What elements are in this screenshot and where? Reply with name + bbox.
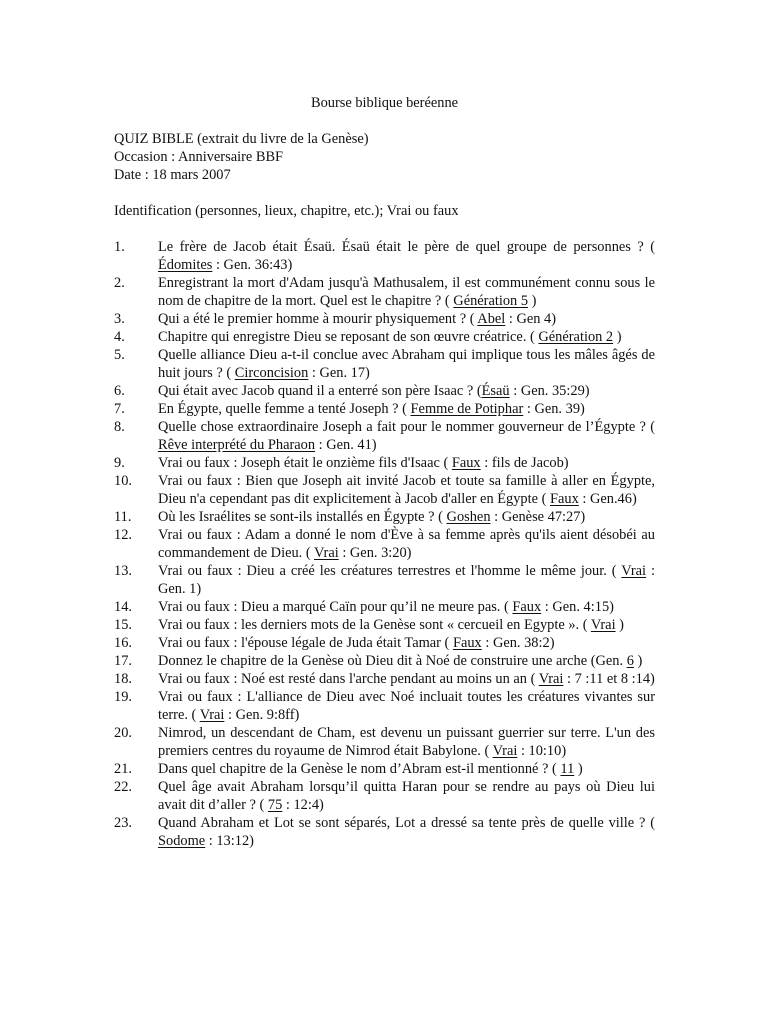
question-answer: Vrai — [590, 617, 616, 633]
question-number: 8. — [114, 419, 125, 435]
question-item — [114, 328, 655, 346]
question-answer: Goshen — [446, 509, 491, 525]
question-item — [114, 634, 655, 652]
question-reference: : Gen. 36:43) — [212, 257, 293, 273]
question-reference: : 7 :11 et 8 :14) — [563, 671, 655, 687]
question-text — [158, 346, 655, 382]
question-reference: ) — [613, 329, 622, 345]
question-number: 23. — [114, 815, 132, 831]
question-reference: : Gen. 41) — [315, 437, 377, 453]
question-answer: Vrai — [538, 671, 564, 687]
question-text — [158, 562, 655, 598]
question-item — [114, 454, 655, 472]
question-prompt: Chapitre qui enregistre Dieu se reposant de son œuvre créatrice. ( — [158, 329, 539, 345]
question-item — [114, 652, 655, 670]
question-prompt: Quelle alliance Dieu a-t-il conclue avec Abraham qui implique tous les mâles âgés de huit jours ? ( — [158, 347, 655, 381]
question-number: 19. — [114, 689, 132, 705]
question-answer: Vrai — [314, 545, 339, 561]
question-answer: Édomites — [158, 257, 213, 273]
question-text — [158, 328, 655, 346]
question-prompt: Quand Abraham et Lot se sont séparés, Lot a dressé sa tente près de quelle ville ? ( — [158, 815, 655, 831]
question-number: 11. — [114, 509, 132, 525]
question-text — [158, 724, 655, 760]
question-text — [158, 526, 655, 562]
quiz-heading: QUIZ BIBLE (extrait du livre de la Genèse) — [114, 131, 369, 147]
question-reference: ) — [528, 293, 537, 309]
question-number: 10. — [114, 473, 132, 489]
question-text — [158, 454, 655, 472]
question-answer: Vrai — [199, 707, 225, 723]
question-text — [158, 310, 655, 328]
question-reference: : Gen.46) — [578, 491, 637, 507]
question-number: 16. — [114, 635, 132, 651]
question-text — [158, 238, 655, 274]
question-reference: : Genèse 47:27) — [490, 509, 586, 525]
question-reference: : Gen. 39) — [523, 401, 585, 417]
question-text — [158, 616, 655, 634]
document-title: Bourse biblique beréenne — [310, 95, 459, 111]
question-item — [114, 526, 655, 562]
question-item — [114, 346, 655, 382]
question-item — [114, 814, 655, 850]
question-prompt: Vrai ou faux : Noé est resté dans l'arche pendant au moins un an ( — [158, 671, 539, 687]
question-item — [114, 760, 655, 778]
question-item — [114, 562, 655, 598]
question-prompt: Enregistrant la mort d'Adam jusqu'à Mathusalem, il est communément connu sous le nom de chapitre de la mort. Quel est le chapitre ? ( — [158, 275, 655, 309]
question-reference: : Gen. 35:29) — [509, 383, 590, 399]
question-number: 12. — [114, 527, 132, 543]
question-answer: Faux — [512, 599, 542, 615]
question-prompt: Vrai ou faux : l'épouse légale de Juda était Tamar ( — [158, 635, 453, 651]
question-number: 22. — [114, 779, 132, 795]
question-reference: : Gen. 1) — [158, 563, 655, 597]
question-text — [158, 778, 655, 814]
question-prompt: Dans quel chapitre de la Genèse le nom d’Abram est-il mentionné ? ( — [158, 761, 561, 777]
question-prompt: Vrai ou faux : Dieu a créé les créatures terrestres et l'homme le même jour. ( — [158, 563, 622, 579]
question-prompt: Vrai ou faux : Adam a donné le nom d'Ève à sa femme après qu'ils aient désobéi au commandement de Dieu. ( — [158, 527, 655, 561]
question-item — [114, 616, 655, 634]
question-item — [114, 688, 655, 724]
question-text — [158, 472, 655, 508]
question-prompt: Vrai ou faux : les derniers mots de la Genèse sont « cercueil en Egypte ». ( — [158, 617, 591, 633]
question-number: 4. — [114, 329, 125, 345]
question-item — [114, 670, 655, 688]
question-text — [158, 814, 655, 850]
question-answer: Sodome — [158, 833, 206, 849]
question-number: 21. — [114, 761, 132, 777]
question-item — [114, 238, 655, 274]
question-number: 14. — [114, 599, 132, 615]
question-prompt: Nimrod, un descendant de Cham, est devenu un puissant guerrier sur terre. L'un des premiers centres du royaume de Nimrod était Babylone. ( — [158, 725, 655, 759]
question-number: 13. — [114, 563, 132, 579]
question-text — [158, 634, 655, 652]
question-reference: ) — [633, 653, 643, 669]
question-item — [114, 418, 655, 454]
question-answer: 75 — [267, 797, 283, 813]
document-page — [114, 94, 655, 850]
question-answer: Vrai — [492, 743, 518, 759]
question-number: 7. — [114, 401, 125, 417]
question-answer: 11 — [560, 761, 575, 777]
question-prompt: Où les Israélites se sont-ils installés en Égypte ? ( — [158, 509, 447, 525]
question-number: 20. — [114, 725, 132, 741]
question-item — [114, 382, 655, 400]
question-text — [158, 598, 655, 616]
question-answer: Rêve interprété du Pharaon — [158, 437, 316, 453]
question-text — [158, 688, 655, 724]
question-answer: Circoncision — [234, 365, 309, 381]
question-prompt: Vrai ou faux : L'alliance de Dieu avec Noé incluait toutes les créatures vivantes sur terre. ( — [158, 689, 655, 723]
question-number: 3. — [114, 311, 125, 327]
question-answer: Faux — [451, 455, 481, 471]
question-prompt: Vrai ou faux : Joseph était le onzième fils d'Isaac ( — [158, 455, 452, 471]
question-reference: : 12:4) — [282, 797, 324, 813]
question-reference: : 13:12) — [205, 833, 254, 849]
question-text — [158, 400, 655, 418]
question-text — [158, 418, 655, 454]
question-answer: Femme de Potiphar — [410, 401, 524, 417]
question-text — [158, 274, 655, 310]
question-prompt: Quel âge avait Abraham lorsqu’il quitta Haran pour se rendre au pays où Dieu lui avait dit d’aller ? ( — [158, 779, 655, 813]
question-reference: : Gen. 3:20) — [338, 545, 412, 561]
question-number: 15. — [114, 617, 132, 633]
question-reference: : Gen. 17) — [308, 365, 370, 381]
question-number: 2. — [114, 275, 125, 291]
question-prompt: Qui a été le premier homme à mourir physiquement ? ( — [158, 311, 478, 327]
question-reference: : 10:10) — [517, 743, 567, 759]
question-list — [114, 238, 655, 850]
question-item — [114, 724, 655, 760]
question-text — [158, 760, 655, 778]
question-item — [114, 472, 655, 508]
question-item — [114, 598, 655, 616]
question-item — [114, 508, 655, 526]
question-answer: 6 — [626, 653, 634, 669]
question-answer: Abel — [477, 311, 506, 327]
question-text — [158, 652, 655, 670]
question-text — [158, 670, 655, 688]
question-number: 1. — [114, 239, 125, 255]
question-answer: Faux — [549, 491, 579, 507]
question-item — [114, 274, 655, 310]
question-number: 6. — [114, 383, 125, 399]
question-prompt: Le frère de Jacob était Ésaü. Ésaü était le père de quel groupe de personnes ? ( — [158, 239, 655, 255]
occasion-line: Occasion : Anniversaire BBF — [114, 149, 284, 165]
instructions-line: Identification (personnes, lieux, chapitre, etc.); Vrai ou faux — [114, 203, 459, 219]
question-item — [114, 778, 655, 814]
question-number: 5. — [114, 347, 125, 363]
question-reference: ) — [574, 761, 583, 777]
question-prompt: Vrai ou faux : Bien que Joseph ait invité Jacob et toute sa famille à aller en Égypte, Dieu n'a cependant pas dit explicitement à Jacob d'aller en Égypte ( — [158, 473, 655, 507]
question-reference: : Gen. 38:2) — [481, 635, 555, 651]
question-reference: : Gen. 9:8ff) — [224, 707, 300, 723]
question-text — [158, 508, 655, 526]
question-reference: : fils de Jacob) — [480, 455, 569, 471]
question-number: 17. — [114, 653, 132, 669]
question-answer: Faux — [452, 635, 482, 651]
question-prompt: Quelle chose extraordinaire Joseph a fait pour le nommer gouverneur de l’Égypte ? ( — [158, 419, 655, 435]
question-number: 18. — [114, 671, 132, 687]
date-line: Date : 18 mars 2007 — [114, 167, 231, 183]
question-number: 9. — [114, 455, 125, 471]
question-prompt: Qui était avec Jacob quand il a enterré son père Isaac ? ( — [158, 383, 482, 399]
question-item — [114, 400, 655, 418]
question-prompt: Vrai ou faux : Dieu a marqué Caïn pour qu’il ne meure pas. ( — [158, 599, 513, 615]
question-reference: : Gen. 4:15) — [541, 599, 614, 615]
question-prompt: Donnez le chapitre de la Genèse où Dieu dit à Noé de construire une arche (Gen. — [158, 653, 627, 669]
question-reference: : Gen 4) — [505, 311, 557, 327]
question-answer: Génération 2 — [538, 329, 614, 345]
question-answer: Vrai — [621, 563, 647, 579]
question-answer: Ésaü — [481, 383, 510, 399]
question-reference: ) — [615, 617, 624, 633]
question-answer: Génération 5 — [453, 293, 529, 309]
question-text — [158, 382, 655, 400]
question-prompt: En Égypte, quelle femme a tenté Joseph ? ( — [158, 401, 411, 417]
question-item — [114, 310, 655, 328]
